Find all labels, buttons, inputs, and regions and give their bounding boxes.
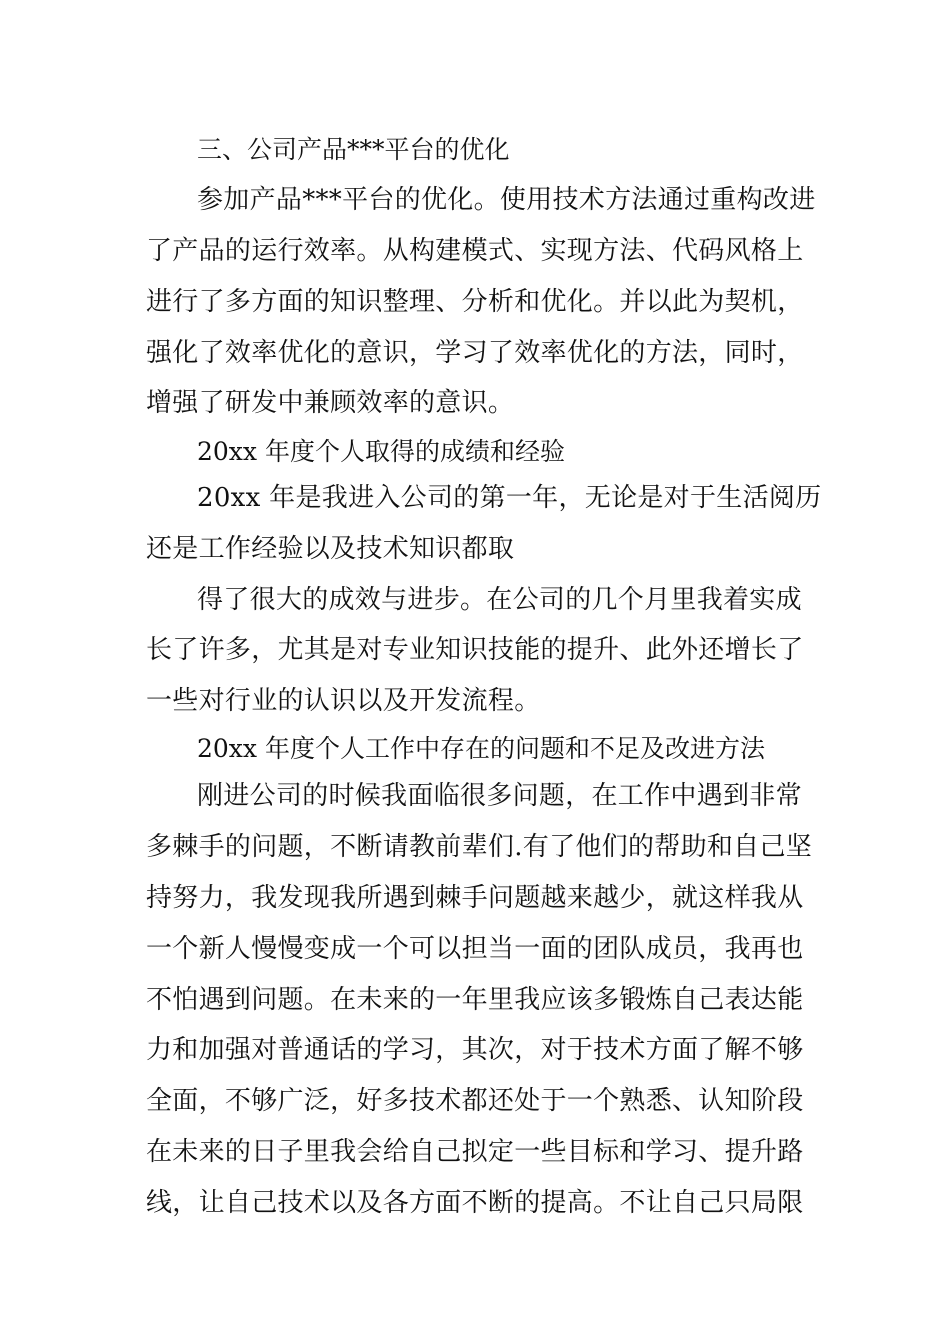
paragraph-line: 刚进公司的时候我面临很多问题，在工作中遇到非常: [197, 781, 802, 811]
paragraph-line: 全面，不够广泛，好多技术都还处于一个熟悉、认知阶段: [146, 1086, 804, 1116]
paragraph-line: 长了许多，尤其是对专业知识技能的提升、此外还增长了: [146, 635, 804, 665]
paragraph-line: 力和加强对普通话的学习，其次，对于技术方面了解不够: [146, 1035, 804, 1065]
paragraph-line: 得了很大的成效与进步。在公司的几个月里我着实成: [197, 585, 802, 615]
paragraph-line: 在未来的日子里我会给自己拟定一些目标和学习、提升路: [146, 1137, 804, 1167]
paragraph-line: 参加产品***平台的优化。使用技术方法通过重构改进: [197, 185, 816, 215]
paragraph-line: 还是工作经验以及技术知识都取: [146, 534, 515, 564]
paragraph-line: 持努力，我发现我所遇到棘手问题越来越少，就这样我从: [146, 883, 804, 913]
problems-title: 20xx 年度个人工作中存在的问题和不足及改进方法: [197, 734, 765, 763]
paragraph-line: 不怕遇到问题。在未来的一年里我应该多锻炼自己表达能: [146, 985, 804, 1015]
paragraph-line: 一些对行业的认识以及开发流程。: [146, 686, 541, 716]
paragraph-line: 线，让自己技术以及各方面不断的提高。不让自己只局限: [146, 1188, 804, 1218]
section-three-title: 三、公司产品***平台的优化: [197, 135, 510, 164]
achievements-title: 20xx 年度个人取得的成绩和经验: [197, 437, 565, 466]
paragraph-line: 了产品的运行效率。从构建模式、实现方法、代码风格上: [146, 236, 804, 266]
paragraph-line: 进行了多方面的知识整理、分析和优化。并以此为契机，: [146, 287, 804, 317]
paragraph-line: 增强了研发中兼顾效率的意识。: [146, 388, 515, 418]
paragraph-line: 强化了效率优化的意识，学习了效率优化的方法，同时，: [146, 338, 804, 368]
paragraph-line: 多棘手的问题，不断请教前辈们.有了他们的帮助和自己坚: [146, 832, 813, 862]
paragraph-line: 一个新人慢慢变成一个可以担当一面的团队成员，我再也: [146, 934, 804, 964]
paragraph-line: 20xx 年是我进入公司的第一年，无论是对于生活阅历: [197, 483, 822, 513]
